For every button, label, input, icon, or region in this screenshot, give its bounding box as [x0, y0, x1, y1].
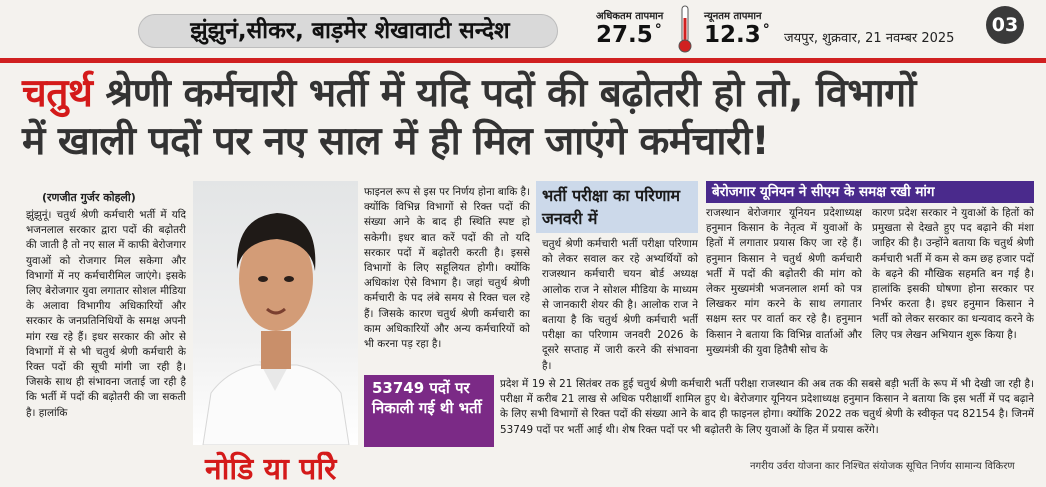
- bottom-paragraph: प्रदेश में 19 से 21 सितंबर तक हुई चतुर्थ श्रेणी कर्मचारी भर्ती परीक्षा राजस्थान की अब तक की सबसे बड़ी भर्ती के रूप में भी देखी जा रही है। परीक्षा में करीब 21 लाख से अधिक परीक्षार्थी शामिल हुए थे। बेरोजगार यूनियन प्रदेशाध्यक्ष हनुमान किसान ने बताया कि इस भर्ती में पद बढ़ाने के लिए सभी विभागों से रिक्त पदों की संख्या आने के बाद ही फाइनल होगा। क्योंकि 2022 तक चतुर्थ श्रेणी के स्वीकृत पद 82154 है। जिनमें 53749 पदों पर भर्ती आई थी। शेष रिक्त पदों पर भी बढ़ोतरी के लिए युवाओं के हित में प्रयास करेंगे।: [500, 378, 1034, 436]
- banner-heading: बेरोजगार यूनियन ने सीएम के समक्ष रखी मांग: [712, 184, 935, 200]
- callout-text: 53749 पदों पर निकाली गई थी भर्ती: [372, 379, 482, 417]
- reporter-photo: [193, 181, 358, 445]
- min-temp-value: 12.3 °: [704, 22, 770, 48]
- portrait-image: [193, 181, 358, 445]
- section-title: झुंझुनं,सीकर, बाड़मेर शेखावाटी सन्देश: [190, 18, 510, 44]
- article-column-6: कारण प्रदेश सरकार ने युवाओं के हितों को प्रमुखता से देखते हुए पद बढ़ाने की मंशा जाहिर की है। उन्होंने बताया कि चतुर्थ श्रेणी कर्मचारी भर्ती में कम से कम छह हजार पदों के बढ़ने की मौखिक सहमति बन गई है। हालांकि इसकी घोषणा होना सरकार पर निर्भर करता है। इधर हनुमान किसान ने भर्ती को लेकर सरकार का धन्यवाद करने के लिए पत्र लेखन अभियान शुरू किया है।: [872, 207, 1034, 341]
- page-number-badge: 03: [986, 6, 1024, 44]
- thermometer-icon: [676, 4, 694, 54]
- headline-red-word: चतुर्थ: [22, 71, 93, 116]
- dateline: जयपुर, शुक्रवार, 21 नवम्बर 2025: [784, 31, 955, 46]
- main-headline: [22, 70, 1032, 166]
- byline: (रणजीत गुर्जर कोहली): [42, 191, 136, 204]
- article-column-5: राजस्थान बेरोजगार यूनियन प्रदेशाध्यक्ष हनुमान किसान के नेतृत्व में युवाओं के हितों में लगातार प्रयास किए जा रहे हैं। हनुमान किसान ने चतुर्थ श्रेणी कर्मचारी भर्ती में पदों की बढ़ोतरी की मांग को लेकर मुख्यमंत्री भजनलाल शर्मा को पत्र लिखकर मांग करने के साथ लगातार सक्षम स्तर पर वार्ता कर रहे है। हनुमान किसान ने बताया कि विभिन्न वार्ताओं और मुख्यमंत्री की युवा हितैषी सोच के: [706, 207, 862, 356]
- min-temp-label: न्यूनतम तापमान: [704, 11, 762, 22]
- subhead-result: भर्ती परीक्षा का परिणाम जनवरी में: [542, 186, 681, 228]
- next-article-text: नगरीय उर्वरा योजना कार निश्चित संयोजक सूचित निर्णय सामान्य विकिरण: [750, 461, 1015, 472]
- max-temp-label: अधिकतम तापमान: [596, 11, 664, 22]
- article-column-4: चतुर्थ श्रेणी कर्मचारी भर्ती परीक्षा परिणाम को लेकर सवाल कर रहे अभ्यर्थियों को राजस्थान कर्मचारी चयन बोर्ड अध्यक्ष आलोक राज ने सोशल मीडिया के माध्यम से जानकारी शेयर की है। आलोक राज ने बताया है कि चतुर्थ श्रेणी कर्मचारी भर्ती परीक्षा का परिणाम जनवरी 2026 के दूसरे सप्ताह में जारी करने की संभावना है।: [542, 238, 698, 372]
- headline-line2: में खाली पदों पर नए साल में ही मिल जाएंगे कर्मचारी!: [22, 119, 769, 164]
- article-column-3: फाइनल रूप से इस पर निर्णय होना बाकि है। क्योंकि विभिन्न विभागों से रिक्त पदों की संख्या आने के बाद ही स्थिति स्पष्ट हो सकेगी। इधर बात करें पदों की तो यदि सरकार पदों में बढ़ोतरी करती है। इससे विभागों के लिए सहूलियत होगी। क्योंकि अधिकांश ऐसे विभाग है। जहां चतुर्थ श्रेणी कर्मचारी के पद लंबे समय से रिक्त चल रहे हैं। जिसके कारण चतुर्थ श्रेणी कर्मचारी का काम अधिकारियों और अन्य कर्मचारियों को भी करना पड़ रहा है।: [364, 186, 530, 351]
- headline-line1: श्रेणी कर्मचारी भर्ती में यदि पदों की बढ़ोतरी हो तो, विभागों: [92, 71, 916, 116]
- article-column-1: झुंझुनूं। चतुर्थ श्रेणी कर्मचारी भर्ती में यदि भजनलाल सरकार द्वारा पदों की बढ़ोतरी की जाती है तो नए साल में काफी बेरोजगार युवाओं को रोजगार मिल सकेगा और विभागों में नए कर्मचारीमिल जाएंगे। इसके लिए बेरोजगार युवा लगातार सोशल मीडिया के अलावा विभागीय अधिकारियों और सरकार के जनप्रतिनिधियों के समक्ष अपनी मांग रख रहे हैं। इधर सरकार की ओर से विभागों में से भी चतुर्थ श्रेणी कर्मचारी के रिक्त पदों की सूची मांगी जा रही है। जिसके साथ ही संभावना जताई जा रही है कि भर्ती में पदों की बढ़ोतरी की जा सकती है। हालांकि: [26, 209, 186, 419]
- next-article-headline: नोडि या परेि: [205, 452, 337, 487]
- max-temp-value: 27.5 °: [596, 22, 662, 48]
- header-divider: [0, 58, 1046, 63]
